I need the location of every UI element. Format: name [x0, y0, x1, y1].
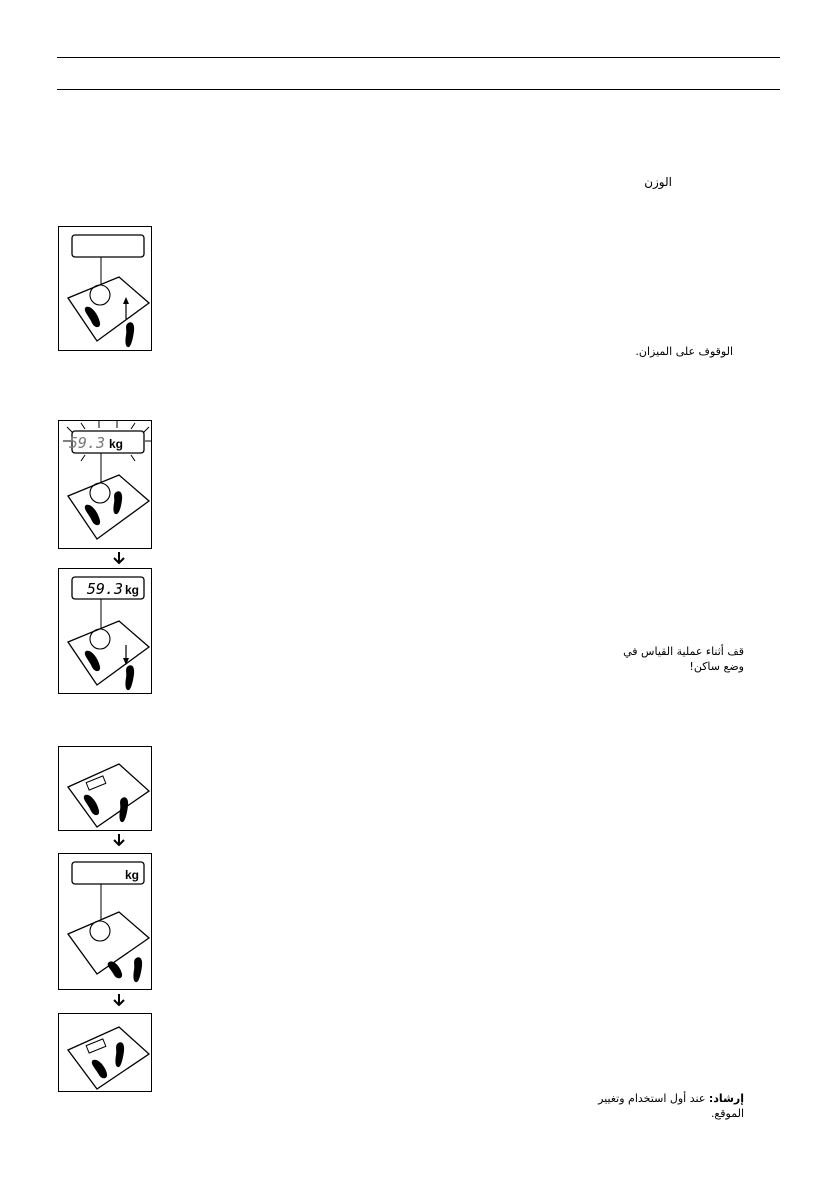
- section-heading: الوزن: [644, 175, 672, 189]
- arrow-down-icon: [112, 833, 126, 847]
- scale-platform: [68, 621, 149, 685]
- scale-platform: [68, 764, 149, 827]
- scale-platform: [68, 1027, 149, 1089]
- footprint-icon: [125, 665, 134, 690]
- arrow-down-icon: [112, 993, 126, 1007]
- tip-label: إرشاد:: [708, 1092, 744, 1105]
- step3-tip-line2: الموقع.: [710, 1107, 744, 1120]
- scale-illustration: [59, 227, 151, 350]
- step2-text-line2: وضع ساكن!: [689, 660, 744, 673]
- arrow-down-icon: [112, 551, 126, 565]
- scale-illustration: [59, 1014, 151, 1091]
- step1-text: الوقوف على الميزان.: [635, 345, 733, 358]
- step2-text-line1: قف أثناء عملية القياس في: [623, 645, 744, 658]
- footprint-icon: [108, 961, 122, 978]
- step2-illustration-final: [58, 568, 152, 694]
- step2-illustration-blink: [58, 420, 152, 549]
- scale-illustration: [59, 569, 151, 693]
- scale-illustration: [59, 421, 151, 548]
- header-rule-bottom: [57, 89, 780, 90]
- footprint-icon: [119, 797, 128, 822]
- lcd-digits-blinking: 59.3: [68, 434, 105, 452]
- lcd-display: [72, 235, 144, 257]
- lcd-digits-final: 59.3: [86, 580, 123, 598]
- scale-platform: [68, 475, 149, 539]
- scale-illustration: [59, 747, 151, 830]
- step1-illustration: [58, 226, 152, 351]
- scale-platform: [68, 277, 149, 341]
- step3-tip-line1: [598, 1091, 744, 1106]
- lcd-unit: kg: [125, 868, 140, 882]
- step3-illustration-standing: [58, 1013, 152, 1092]
- scale-illustration: [59, 854, 151, 989]
- tip-text: عند أول استخدام وتغيير: [598, 1092, 706, 1105]
- footprint-icon: [125, 322, 134, 347]
- step3-illustration-empty: [58, 746, 152, 831]
- footprint-icon: [133, 957, 142, 982]
- header-rule-top: [57, 57, 780, 58]
- lcd-unit: kg: [125, 583, 140, 597]
- lcd-unit: kg: [109, 437, 124, 451]
- step3-illustration-zero: [58, 853, 152, 990]
